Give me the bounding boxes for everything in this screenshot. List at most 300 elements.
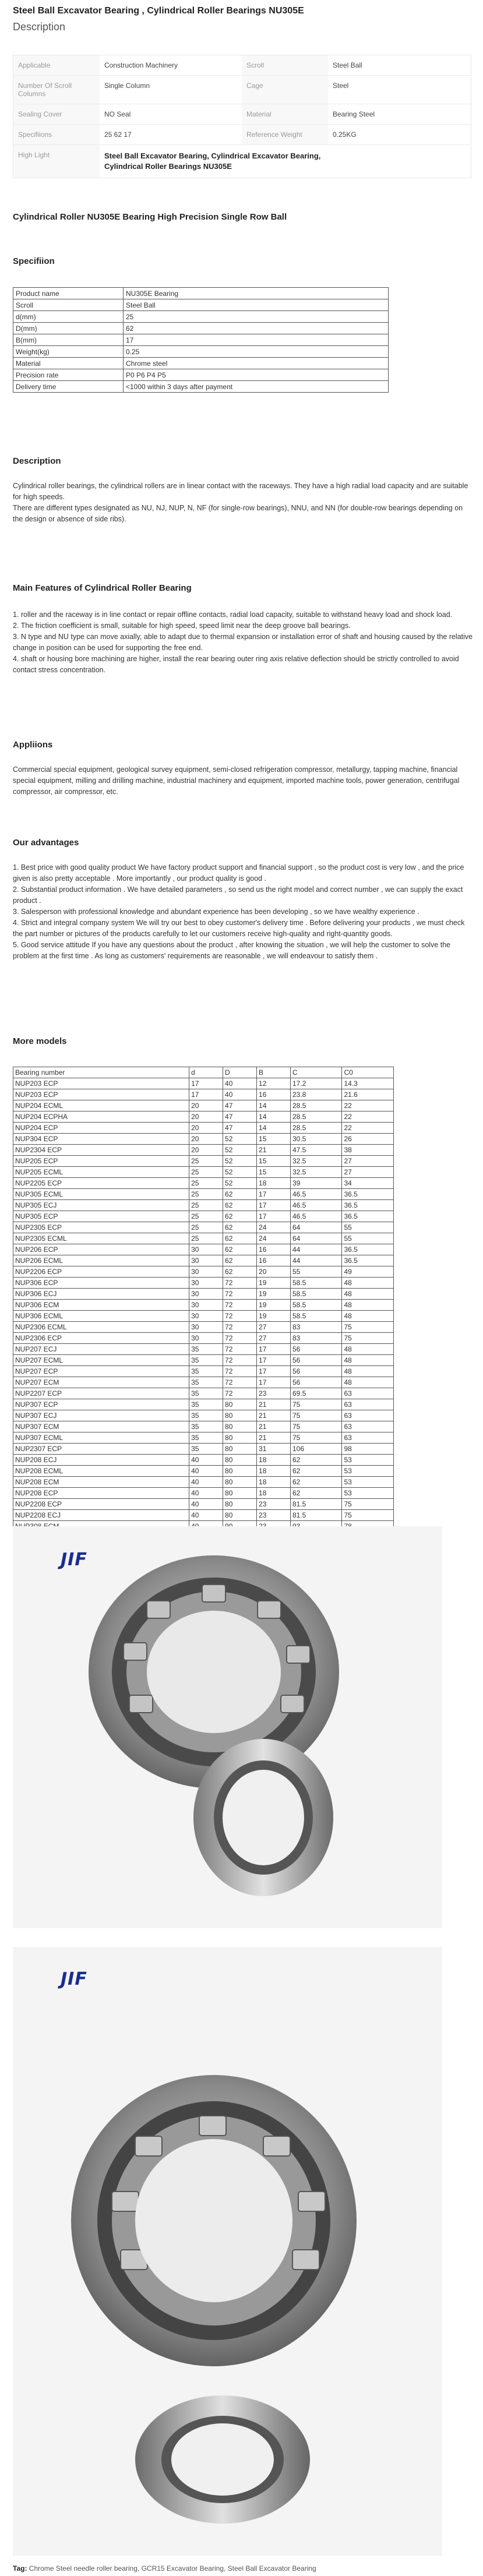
models-cell: 22 <box>342 1123 394 1134</box>
models-cell: 22 <box>342 1111 394 1123</box>
models-cell: NUP2305 ECP <box>13 1222 189 1233</box>
models-row <box>13 1078 394 1089</box>
models-cell: 81.5 <box>290 1499 341 1510</box>
models-cell: 46.5 <box>290 1211 341 1222</box>
models-cell: 40 <box>189 1477 223 1488</box>
models-cell: NUP307 ECJ <box>13 1410 189 1421</box>
models-cell: 56 <box>290 1366 341 1377</box>
spec-label: B(mm) <box>13 334 124 346</box>
attribute-label: Cage <box>242 76 328 104</box>
attribute-row <box>13 76 471 104</box>
models-cell: 48 <box>342 1377 394 1388</box>
models-row <box>13 1410 394 1421</box>
applications-text: Commercial special equipment, geological survey equipment, semi-closed refrigeration compressor, metallurgy, tapping machine, financial special equipment, milling and drilling machine, industrial machinery and equipment, imported machine tools, power generation, centrifugal compressor, air compressor, etc. <box>13 765 460 796</box>
features-heading: Main Features of Cylindrical Roller Bearing <box>13 583 192 593</box>
models-cell: NUP203 ECP <box>13 1078 189 1089</box>
models-cell: 80 <box>223 1421 257 1432</box>
models-cell: NUP205 ECP <box>13 1156 189 1167</box>
models-cell: 63 <box>342 1432 394 1444</box>
models-row <box>13 1111 394 1123</box>
models-cell: NUP2208 ECP <box>13 1499 189 1510</box>
spec-value: P0 P6 P4 P5 <box>124 369 389 381</box>
bearing-illustration-1 <box>13 1526 442 1928</box>
attribute-value: Single Column <box>104 82 150 90</box>
models-row <box>13 1145 394 1156</box>
models-cell: 56 <box>290 1355 341 1366</box>
spec-value: Chrome steel <box>124 358 389 369</box>
models-cell: 18 <box>257 1466 291 1477</box>
models-cell: 64 <box>290 1222 341 1233</box>
models-cell: 19 <box>257 1289 291 1300</box>
models-cell: 25 <box>189 1167 223 1178</box>
models-cell: 62 <box>223 1255 257 1266</box>
models-cell: 18 <box>257 1477 291 1488</box>
models-cell: NUP305 ECML <box>13 1189 189 1200</box>
models-cell: 17 <box>257 1355 291 1366</box>
models-cell: 44 <box>290 1255 341 1266</box>
models-row <box>13 1455 394 1466</box>
models-cell: 25 <box>189 1178 223 1189</box>
models-cell: 35 <box>189 1377 223 1388</box>
models-cell: 62 <box>223 1200 257 1211</box>
models-cell: 23 <box>257 1499 291 1510</box>
models-cell: NUP306 ECM <box>13 1300 189 1311</box>
models-cell: 17 <box>257 1377 291 1388</box>
models-cell: 40 <box>223 1089 257 1100</box>
models-cell: 30 <box>189 1333 223 1344</box>
models-cell: 28.5 <box>290 1111 341 1123</box>
models-cell: 17.2 <box>290 1078 341 1089</box>
models-cell: 24 <box>257 1222 291 1233</box>
models-row <box>13 1200 394 1211</box>
models-cell: 35 <box>189 1444 223 1455</box>
models-cell: 81.5 <box>290 1510 341 1521</box>
models-cell: NUP206 ECML <box>13 1255 189 1266</box>
models-cell: 48 <box>342 1289 394 1300</box>
models-cell: 72 <box>223 1300 257 1311</box>
models-cell: 14.3 <box>342 1078 394 1089</box>
models-cell: 49 <box>342 1266 394 1278</box>
models-cell: 23 <box>257 1388 291 1399</box>
main-heading: Cylindrical Roller NU305E Bearing High Precision Single Row Ball <box>13 212 287 222</box>
spec-row <box>13 311 389 323</box>
models-cell: 25 <box>189 1211 223 1222</box>
models-cell: 46.5 <box>290 1200 341 1211</box>
advantage-item: 5. Good service attitude If you have any questions about the product , after knowing the situation , we will help the customer to solve the problem at the first time . As long as customers' requirements are reasonable , we will endeavour to satisfy them . <box>13 941 451 960</box>
models-row <box>13 1222 394 1233</box>
models-cell: 24 <box>257 1233 291 1244</box>
models-cell: 34 <box>342 1178 394 1189</box>
models-cell: 47 <box>223 1123 257 1134</box>
models-cell: 52 <box>223 1134 257 1145</box>
models-cell: 47 <box>223 1100 257 1111</box>
description-p2: There are different types designated as NU, NJ, NUP, N, NF (for single-row bearings), NNU, and NN (for double-row bearings depending on the design or absence of side ribs). <box>13 504 463 523</box>
models-cell: 48 <box>342 1366 394 1377</box>
models-cell: NUP207 ECML <box>13 1355 189 1366</box>
models-cell: 55 <box>342 1222 394 1233</box>
models-cell: 80 <box>223 1399 257 1410</box>
bearing-illustration-2 <box>13 1947 442 2556</box>
models-cell: 36.5 <box>342 1211 394 1222</box>
tag-row <box>13 2564 316 2573</box>
spec-label: Product name <box>13 288 124 299</box>
models-cell: 69.5 <box>290 1388 341 1399</box>
models-cell: NUP304 ECP <box>13 1134 189 1145</box>
brand-logo: JIF <box>61 1550 87 1570</box>
models-cell: 58.5 <box>290 1300 341 1311</box>
models-row <box>13 1466 394 1477</box>
product-photo-1 <box>13 1526 442 1928</box>
models-row <box>13 1421 394 1432</box>
models-cell: 26 <box>342 1134 394 1145</box>
models-cell: 35 <box>189 1399 223 1410</box>
models-cell: 72 <box>223 1333 257 1344</box>
models-cell: 14 <box>257 1123 291 1134</box>
models-cell: 56 <box>290 1344 341 1355</box>
models-cell: 80 <box>223 1510 257 1521</box>
models-cell: 16 <box>257 1244 291 1255</box>
models-cell: 47.5 <box>290 1145 341 1156</box>
models-table <box>13 1067 394 1587</box>
models-cell: NUP2205 ECP <box>13 1178 189 1189</box>
models-cell: 20 <box>189 1134 223 1145</box>
models-cell: 21 <box>257 1410 291 1421</box>
models-cell: 53 <box>342 1488 394 1499</box>
description-tab[interactable]: Description <box>13 21 66 33</box>
models-cell: 30 <box>189 1266 223 1278</box>
models-cell: 15 <box>257 1167 291 1178</box>
feature-item: 2. The friction coefficient is small, suitable for high speed, speed limit near the deep groove ball bearings. <box>13 622 351 630</box>
spec-label: Weight(kg) <box>13 346 124 358</box>
attribute-label: Applicable <box>13 55 100 75</box>
models-cell: 55 <box>290 1266 341 1278</box>
attribute-label: Material <box>242 104 328 124</box>
models-cell: NUP204 ECPHA <box>13 1111 189 1123</box>
models-cell: 56 <box>290 1377 341 1388</box>
attribute-value: Steel Ball <box>333 61 362 69</box>
models-cell: 14 <box>257 1111 291 1123</box>
spec-row <box>13 369 389 381</box>
models-cell: 18 <box>257 1488 291 1499</box>
models-row <box>13 1399 394 1410</box>
models-cell: 30 <box>189 1322 223 1333</box>
spec-value: <1000 within 3 days after payment <box>124 381 389 393</box>
models-row <box>13 1211 394 1222</box>
attribute-value: 25 62 17 <box>104 130 132 139</box>
models-cell: 53 <box>342 1455 394 1466</box>
attribute-value: Construction Machinery <box>104 61 178 69</box>
models-cell: 53 <box>342 1466 394 1477</box>
models-row <box>13 1444 394 1455</box>
models-cell: 52 <box>223 1167 257 1178</box>
models-cell: 20 <box>257 1266 291 1278</box>
models-cell: NUP2306 ECP <box>13 1333 189 1344</box>
spec-heading: Specifiion <box>13 256 55 266</box>
models-cell: 22 <box>342 1100 394 1111</box>
models-cell: 62 <box>290 1455 341 1466</box>
models-cell: 38 <box>342 1145 394 1156</box>
spec-row <box>13 299 389 311</box>
models-cell: 72 <box>223 1344 257 1355</box>
spec-value: 0.25 <box>124 346 389 358</box>
spec-value: NU305E Bearing <box>124 288 389 299</box>
models-cell: NUP307 ECML <box>13 1432 189 1444</box>
models-cell: 62 <box>223 1211 257 1222</box>
models-heading: More models <box>13 1036 67 1046</box>
models-cell: 25 <box>189 1189 223 1200</box>
models-cell: 18 <box>257 1455 291 1466</box>
models-cell: 75 <box>290 1421 341 1432</box>
models-row <box>13 1322 394 1333</box>
spec-row <box>13 288 389 299</box>
models-cell: 17 <box>257 1200 291 1211</box>
models-cell: NUP207 ECJ <box>13 1344 189 1355</box>
models-cell: 44 <box>290 1244 341 1255</box>
feature-item: 1. roller and the raceway is in line contact or repair offline contacts, radial load capacity, suitable to withstand heavy load and shock load. <box>13 611 453 619</box>
models-cell: 72 <box>223 1311 257 1322</box>
models-cell: 32.5 <box>290 1156 341 1167</box>
models-cell: 35 <box>189 1432 223 1444</box>
models-cell: 27 <box>257 1322 291 1333</box>
spec-row <box>13 334 389 346</box>
spec-label: Material <box>13 358 124 369</box>
models-row <box>13 1244 394 1255</box>
brand-logo-2: JIF <box>61 1969 87 1989</box>
models-row <box>13 1333 394 1344</box>
spec-label: Precision rate <box>13 369 124 381</box>
highlight-label: High Light <box>13 145 100 178</box>
models-cell: 20 <box>189 1145 223 1156</box>
feature-item: 3. N type and NU type can move axially, able to adapt due to thermal expansion or installation error of shaft and housing caused by the relative change in position can be used for supporting the free end. <box>13 633 473 652</box>
models-row <box>13 1300 394 1311</box>
spec-value: 62 <box>124 323 389 334</box>
models-cell: 20 <box>189 1123 223 1134</box>
models-cell: 36.5 <box>342 1200 394 1211</box>
models-row <box>13 1366 394 1377</box>
models-row <box>13 1388 394 1399</box>
models-cell: 27 <box>342 1156 394 1167</box>
models-cell: 28.5 <box>290 1123 341 1134</box>
tag-label: Tag: <box>13 2564 27 2573</box>
attribute-value: Steel <box>333 82 349 90</box>
models-cell: 25 <box>189 1222 223 1233</box>
models-cell: NUP306 ECML <box>13 1311 189 1322</box>
models-cell: 62 <box>223 1266 257 1278</box>
models-cell: 30.5 <box>290 1134 341 1145</box>
models-cell: 36.5 <box>342 1244 394 1255</box>
models-cell: 80 <box>223 1499 257 1510</box>
models-header-row <box>13 1067 394 1078</box>
models-cell: 72 <box>223 1388 257 1399</box>
models-cell: 19 <box>257 1300 291 1311</box>
models-cell: 106 <box>290 1444 341 1455</box>
models-cell: 83 <box>290 1322 341 1333</box>
models-row <box>13 1311 394 1322</box>
spec-row <box>13 323 389 334</box>
models-cell: 15 <box>257 1134 291 1145</box>
models-cell: 64 <box>290 1233 341 1244</box>
models-cell: 83 <box>290 1333 341 1344</box>
models-cell: NUP204 ECP <box>13 1123 189 1134</box>
models-cell: 55 <box>342 1233 394 1244</box>
attribute-label: Number Of Scroll Columns <box>13 76 100 104</box>
attribute-label: Reference Weight <box>242 125 328 144</box>
models-cell: 72 <box>223 1377 257 1388</box>
models-cell: 25 <box>189 1156 223 1167</box>
models-cell: 58.5 <box>290 1278 341 1289</box>
models-cell: 35 <box>189 1388 223 1399</box>
attribute-label: Specifiions <box>13 125 100 144</box>
description-text <box>13 481 473 525</box>
models-cell: 30 <box>189 1278 223 1289</box>
models-row <box>13 1477 394 1488</box>
models-cell: 72 <box>223 1289 257 1300</box>
attribute-value: NO Seal <box>104 110 131 118</box>
models-cell: 80 <box>223 1477 257 1488</box>
features-list <box>13 609 473 676</box>
models-row <box>13 1089 394 1100</box>
models-row <box>13 1488 394 1499</box>
models-cell: 53 <box>342 1477 394 1488</box>
models-cell: NUP205 ECML <box>13 1167 189 1178</box>
models-cell: 32.5 <box>290 1167 341 1178</box>
models-row <box>13 1278 394 1289</box>
models-row <box>13 1510 394 1521</box>
models-cell: 75 <box>342 1322 394 1333</box>
models-cell: 80 <box>223 1410 257 1421</box>
advantages-heading: Our advantages <box>13 838 79 848</box>
models-cell: 28.5 <box>290 1100 341 1111</box>
advantage-item: 3. Salesperson with professional knowledge and abundant experience has been developing , so we have wealthy experience . <box>13 908 419 916</box>
models-cell: 48 <box>342 1311 394 1322</box>
models-cell: 80 <box>223 1444 257 1455</box>
models-cell: 40 <box>189 1499 223 1510</box>
models-cell: 30 <box>189 1300 223 1311</box>
models-cell: 72 <box>223 1366 257 1377</box>
attribute-value: Bearing Steel <box>333 110 375 118</box>
models-cell: 20 <box>189 1111 223 1123</box>
models-row <box>13 1156 394 1167</box>
spec-value: 25 <box>124 311 389 323</box>
models-cell: 36.5 <box>342 1189 394 1200</box>
models-cell: 58.5 <box>290 1289 341 1300</box>
models-row <box>13 1167 394 1178</box>
models-cell: NUP305 ECJ <box>13 1200 189 1211</box>
models-cell: 30 <box>189 1289 223 1300</box>
attribute-label: Sealing Cover <box>13 104 100 124</box>
applications-heading: Appliions <box>13 740 53 750</box>
product-photo-2 <box>13 1947 442 2556</box>
attribute-table <box>13 55 471 178</box>
models-cell: 36.5 <box>342 1255 394 1266</box>
advantage-item: 4. Strict and integral company system We will try our best to obey customer's delivery time . Before delivering your products , we must check the part number or pictures of the products carefully to let our customers receive high-quality and right-quantity goods. <box>13 919 465 938</box>
models-cell: 47 <box>223 1111 257 1123</box>
models-cell: 80 <box>223 1488 257 1499</box>
models-row <box>13 1189 394 1200</box>
models-cell: 31 <box>257 1444 291 1455</box>
models-cell: 30 <box>189 1244 223 1255</box>
models-cell: 17 <box>257 1211 291 1222</box>
models-row <box>13 1499 394 1510</box>
spec-row <box>13 358 389 369</box>
models-cell: 23.8 <box>290 1089 341 1100</box>
highlight-row <box>13 145 471 178</box>
models-cell: 40 <box>189 1510 223 1521</box>
models-cell: 62 <box>290 1466 341 1477</box>
advantage-item: 1. Best price with good quality product We have factory product support and financial support , so the product cost is very low , and the price given is also pretty acceptable . More importantly , our product quality is good . <box>13 863 464 883</box>
attribute-row <box>13 125 471 145</box>
models-cell: 35 <box>189 1344 223 1355</box>
attribute-value: 0.25KG <box>333 130 357 139</box>
models-cell: 80 <box>223 1466 257 1477</box>
models-row <box>13 1100 394 1111</box>
models-cell: 35 <box>189 1366 223 1377</box>
models-cell: 27 <box>342 1167 394 1178</box>
models-header-cell: B <box>257 1067 291 1078</box>
feature-item: 4. shaft or housing bore machining are higher, install the rear bearing outer ring axis relative deflection should be strictly controlled to avoid contact stress concentration. <box>13 655 459 674</box>
spec-value: 17 <box>124 334 389 346</box>
models-cell: 16 <box>257 1089 291 1100</box>
models-cell: 21 <box>257 1432 291 1444</box>
page-title: Steel Ball Excavator Bearing , Cylindrical Roller Bearings NU305E <box>13 6 304 16</box>
models-cell: 52 <box>223 1156 257 1167</box>
models-cell: 63 <box>342 1388 394 1399</box>
models-cell: 48 <box>342 1344 394 1355</box>
models-row <box>13 1266 394 1278</box>
models-cell: 62 <box>223 1233 257 1244</box>
spec-label: Scroll <box>13 299 124 311</box>
models-cell: 48 <box>342 1278 394 1289</box>
models-cell: 16 <box>257 1255 291 1266</box>
models-cell: NUP207 ECP <box>13 1366 189 1377</box>
models-cell: 18 <box>257 1178 291 1189</box>
models-cell: NUP208 ECP <box>13 1488 189 1499</box>
models-row <box>13 1289 394 1300</box>
models-cell: NUP207 ECM <box>13 1377 189 1388</box>
highlight-value: Steel Ball Excavator Bearing, Cylindrical Excavator Bearing, Cylindrical Roller Bearings NU305E <box>104 151 321 171</box>
models-cell: NUP2206 ECP <box>13 1266 189 1278</box>
tag-links[interactable]: Chrome Steel needle roller bearing, GCR15 Excavator Bearing, Steel Ball Excavator Bearing <box>29 2564 316 2573</box>
models-cell: 62 <box>223 1189 257 1200</box>
models-cell: NUP305 ECP <box>13 1211 189 1222</box>
models-cell: NUP203 ECP <box>13 1089 189 1100</box>
models-cell: NUP2208 ECJ <box>13 1510 189 1521</box>
models-row <box>13 1233 394 1244</box>
models-cell: 62 <box>290 1488 341 1499</box>
spec-label: d(mm) <box>13 311 124 323</box>
models-cell: 75 <box>290 1410 341 1421</box>
models-cell: NUP306 ECJ <box>13 1289 189 1300</box>
models-cell: 25 <box>189 1200 223 1211</box>
models-cell: NUP2304 ECP <box>13 1145 189 1156</box>
models-cell: 62 <box>290 1477 341 1488</box>
models-cell: 30 <box>189 1311 223 1322</box>
models-cell: 17 <box>257 1189 291 1200</box>
models-row <box>13 1255 394 1266</box>
models-row <box>13 1178 394 1189</box>
models-cell: 21 <box>257 1421 291 1432</box>
models-cell: NUP307 ECM <box>13 1421 189 1432</box>
spec-label: D(mm) <box>13 323 124 334</box>
models-cell: 72 <box>223 1355 257 1366</box>
models-cell: NUP208 ECJ <box>13 1455 189 1466</box>
models-cell: 17 <box>257 1344 291 1355</box>
models-cell: 75 <box>290 1399 341 1410</box>
spec-row <box>13 381 389 393</box>
models-cell: 72 <box>223 1322 257 1333</box>
models-cell: 12 <box>257 1078 291 1089</box>
models-cell: 62 <box>223 1244 257 1255</box>
